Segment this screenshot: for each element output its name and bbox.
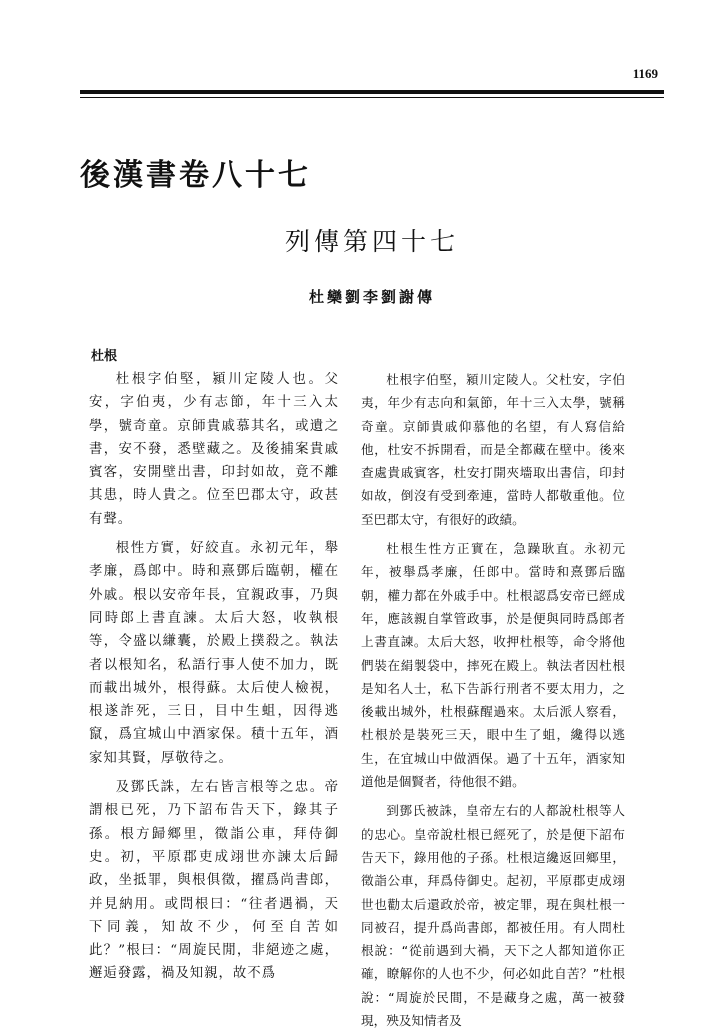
original-paragraph: 根性方實，好絞直。永初元年，舉孝廉，爲郎中。時和熹鄧后臨朝，權在外戚。根以安帝年長，宜親政事，乃與同時郎上書直諫。太后大怒，收執根等，令盛以縑囊，於殿上撲殺之。執法者以根知名，私語行事人使不加力，既而載出城外，根得蘇。太后使人檢視，根遂詐死，三日，目中生蛆，因得逃竄，爲宜城山中酒家保。積十五年，酒家知其賢，厚敬待之。 [89, 541, 339, 766]
header-rule-thin [80, 97, 664, 98]
book-title: 後漢書卷八十七 [80, 158, 311, 193]
page-number: 1169 [632, 66, 658, 81]
original-paragraph: 及鄧氏誅，左右皆言根等之忠。帝謂根已死，乃下詔布告天下，錄其子孫。根方歸鄉里，徵詣公車，拜侍御史。初，平原郡吏成翊世亦諫太后歸政，坐抵罪，與根俱徵，擢爲尚書郎，并見納用。或問根曰：“往者遇禍，天下同義，知故不少，何至自苦如此？”根曰：“周旋民閒，非絕迹之處，邂逅發露，禍及知親，故不爲 [89, 780, 339, 982]
section-heading: 杜根 [91, 349, 118, 364]
translation-paragraph: 到鄧氏被誅，皇帝左右的人都說杜根等人的忠心。皇帝說杜根已經死了，於是便下詔布告天下，錄用他的子孫。杜根這纔返回鄉里，徵詣公車，拜爲侍御史。起初，平原郡吏成翊世也勸太后還政於帝，被定罪，現在與杜根一同被召，提升爲尚書郎，都被任用。有人問杜根說：“從前遇到大禍，天下之人都知道你正確，瞭解你的人也不少，何必如此自苦？”杜根說：“周旋於民間，不是藏身之處，萬一被發現，殃及知情者及 [361, 803, 625, 1029]
translation-paragraph: 杜根字伯堅，潁川定陵人。父杜安，字伯夷，年少有志向和氣節，年十三入太學，號稱奇童。京師貴戚仰慕他的名望，有人寫信給他，杜安不拆開看，而是全都藏在壁中。後來查處貴戚賓客，杜安打開夾墻取出書信，印封如故，倒沒有受到牽連，當時人都敬重他。位至巴郡太守，有很好的政績。 [361, 372, 625, 527]
original-paragraph: 杜根字伯堅，潁川定陵人也。父安，字伯夷，少有志節，年十三入太學，號奇童。京師貴戚慕其名，或遺之書，安不發，悉壁藏之。及後捕案貴戚賓客，安開壁出書，印封如故，竟不離其患，時人貴之。位至巴郡太守，政甚有聲。 [89, 372, 339, 527]
translation-paragraph: 杜根生性方正實在，急躁耿直。永初元年，被舉爲孝廉，任郎中。當時和熹鄧后臨朝，權力都在外戚手中。杜根認爲安帝已經成年，應該親自掌管政事，於是便與同時爲郎者上書直諫。太后大怒，收押杜根等，命令將他們裝在絹製袋中，摔死在殿上。執法者因杜根是知名人士，私下告訴行刑者不要太用力，之後載出城外，杜根蘇醒過來。太后派人察看，杜根於是裝死三天，眼中生了蛆，纔得以逃生，在宜城山中做酒保。過了十五年，酒家知道他是個賢者，待他很不錯。 [361, 541, 625, 790]
chapter-subtitle: 杜欒劉李劉謝傳 [308, 288, 435, 306]
chapter-title: 列傳第四十七 [284, 227, 459, 256]
original-text-column [89, 368, 339, 982]
column-gutter [349, 360, 350, 970]
header-rule-thick [80, 90, 664, 94]
translation-text-column [361, 368, 625, 1029]
